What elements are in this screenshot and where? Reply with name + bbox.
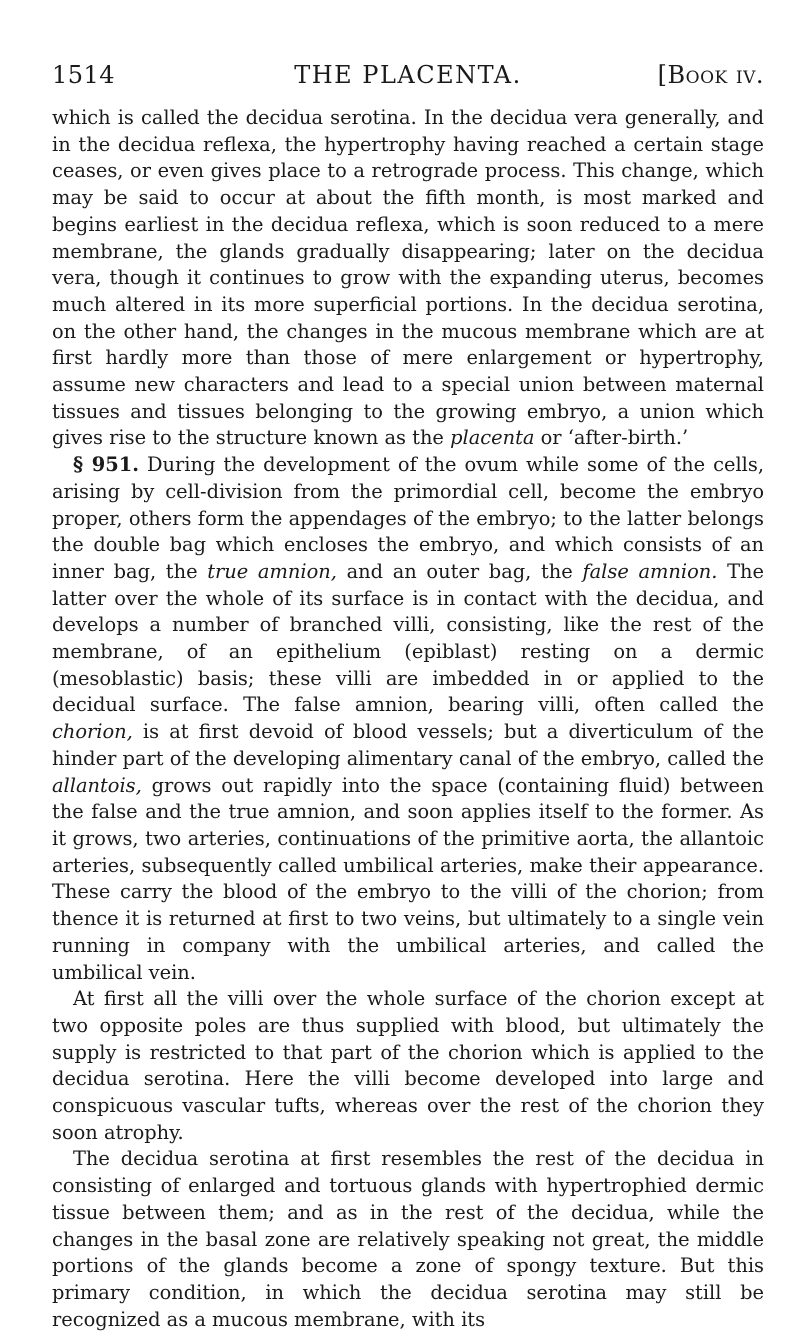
body-text	[52, 105, 764, 1333]
text-run: which is called the decidua serotina. In the decidua vera generally, and in the decidua reflexa, the hypertrophy having reached a certain stage ceases, or even gives place to a retrograde process. This change, which may be said to occur at about the fifth month, is most marked and begins earliest in the decidua reflexa, which is soon reduced to a mere membrane, the glands gradually disappearing; later on the decidua vera, though it continues to grow with the expanding uterus, becomes much altered in its more superficial portions. In the decidua serotina, on the other hand, the changes in the mucous membrane which are at first hardly more than those of mere enlargement or hypertrophy, assume new characters and lead to a special union between maternal tissues and tissues belonging to the growing embryo, a union which gives rise to the structure known as the	[52, 106, 764, 450]
text-run: or ‘after-birth.’	[534, 426, 689, 450]
text-run: grows out rapidly into the space (containing fluid) between the false and the true amnion, and soon applies itself to the former. As it grows, two arteries, continuations of the primitive aorta, the allantoic arteries, subsequently called umbilical arteries, make their appearance. These carry the blood of the embryo to the villi of the chorion; from thence it is returned at first to two veins, but ultimately to a single vein running in company with the umbilical arteries, and called the umbilical vein.	[52, 773, 764, 984]
italic-term: false amnion.	[582, 559, 718, 583]
paragraph	[52, 452, 764, 986]
text-run: During the development of the ovum while some of the cells, arising by cell-division from the primordial cell, become the embryo proper, others form the appendages of the embryo; to the latter belongs the double bag which encloses the embryo, and which consists of an inner bag, the	[52, 453, 764, 583]
italic-term: chorion,	[52, 720, 133, 744]
italic-term: true amnion,	[207, 559, 337, 583]
italic-term: placenta	[450, 426, 535, 450]
text-run: The decidua serotina at first resembles the rest of the decidua in consisting of enlarged and tortuous glands with hypertrophied dermic tissue between them; and as in the rest of the decidua, while the changes in the basal zone are relatively speaking not great, the middle portions of the glands become a zone of spongy texture. But this primary condition, in which the decidua serotina may still be recognized as a mucous membrane, with its	[52, 1147, 764, 1331]
italic-term: allantois,	[52, 773, 142, 797]
text-run: The latter over the whole of its surface is in contact with the decidua, and develops a number of branched villi, consisting, like the rest of the membrane, of an epithelium (epiblast) resting on a dermic (mesoblastic) basis; these villi are imbedded in or applied to the decidual surface. The false amnion, bearing villi, often called the	[52, 559, 765, 717]
book-reference: [Book iv.	[657, 61, 764, 89]
text-run: and an outer bag, the	[336, 559, 583, 583]
running-head	[52, 58, 764, 92]
text-run: is at first devoid of blood vessels; but a diverticulum of the hinder part of the developing alimentary canal of the embryo, called the	[52, 720, 764, 770]
section-number: § 951.	[73, 453, 139, 477]
running-title: THE PLACENTA.	[294, 61, 522, 89]
book-page	[52, 58, 764, 1333]
text-run: At first all the villi over the whole surface of the chorion except at two opposite poles are thus supplied with blood, but ultimately the supply is restricted to that part of the chorion which is applied to the decidua serotina. Here the villi become developed into large and conspicuous vascular tufts, whereas over the rest of the chorion they soon atrophy.	[52, 987, 764, 1144]
paragraph	[52, 1146, 764, 1333]
paragraph	[52, 986, 764, 1146]
paragraph	[52, 105, 764, 452]
page-number: 1514	[52, 61, 116, 89]
